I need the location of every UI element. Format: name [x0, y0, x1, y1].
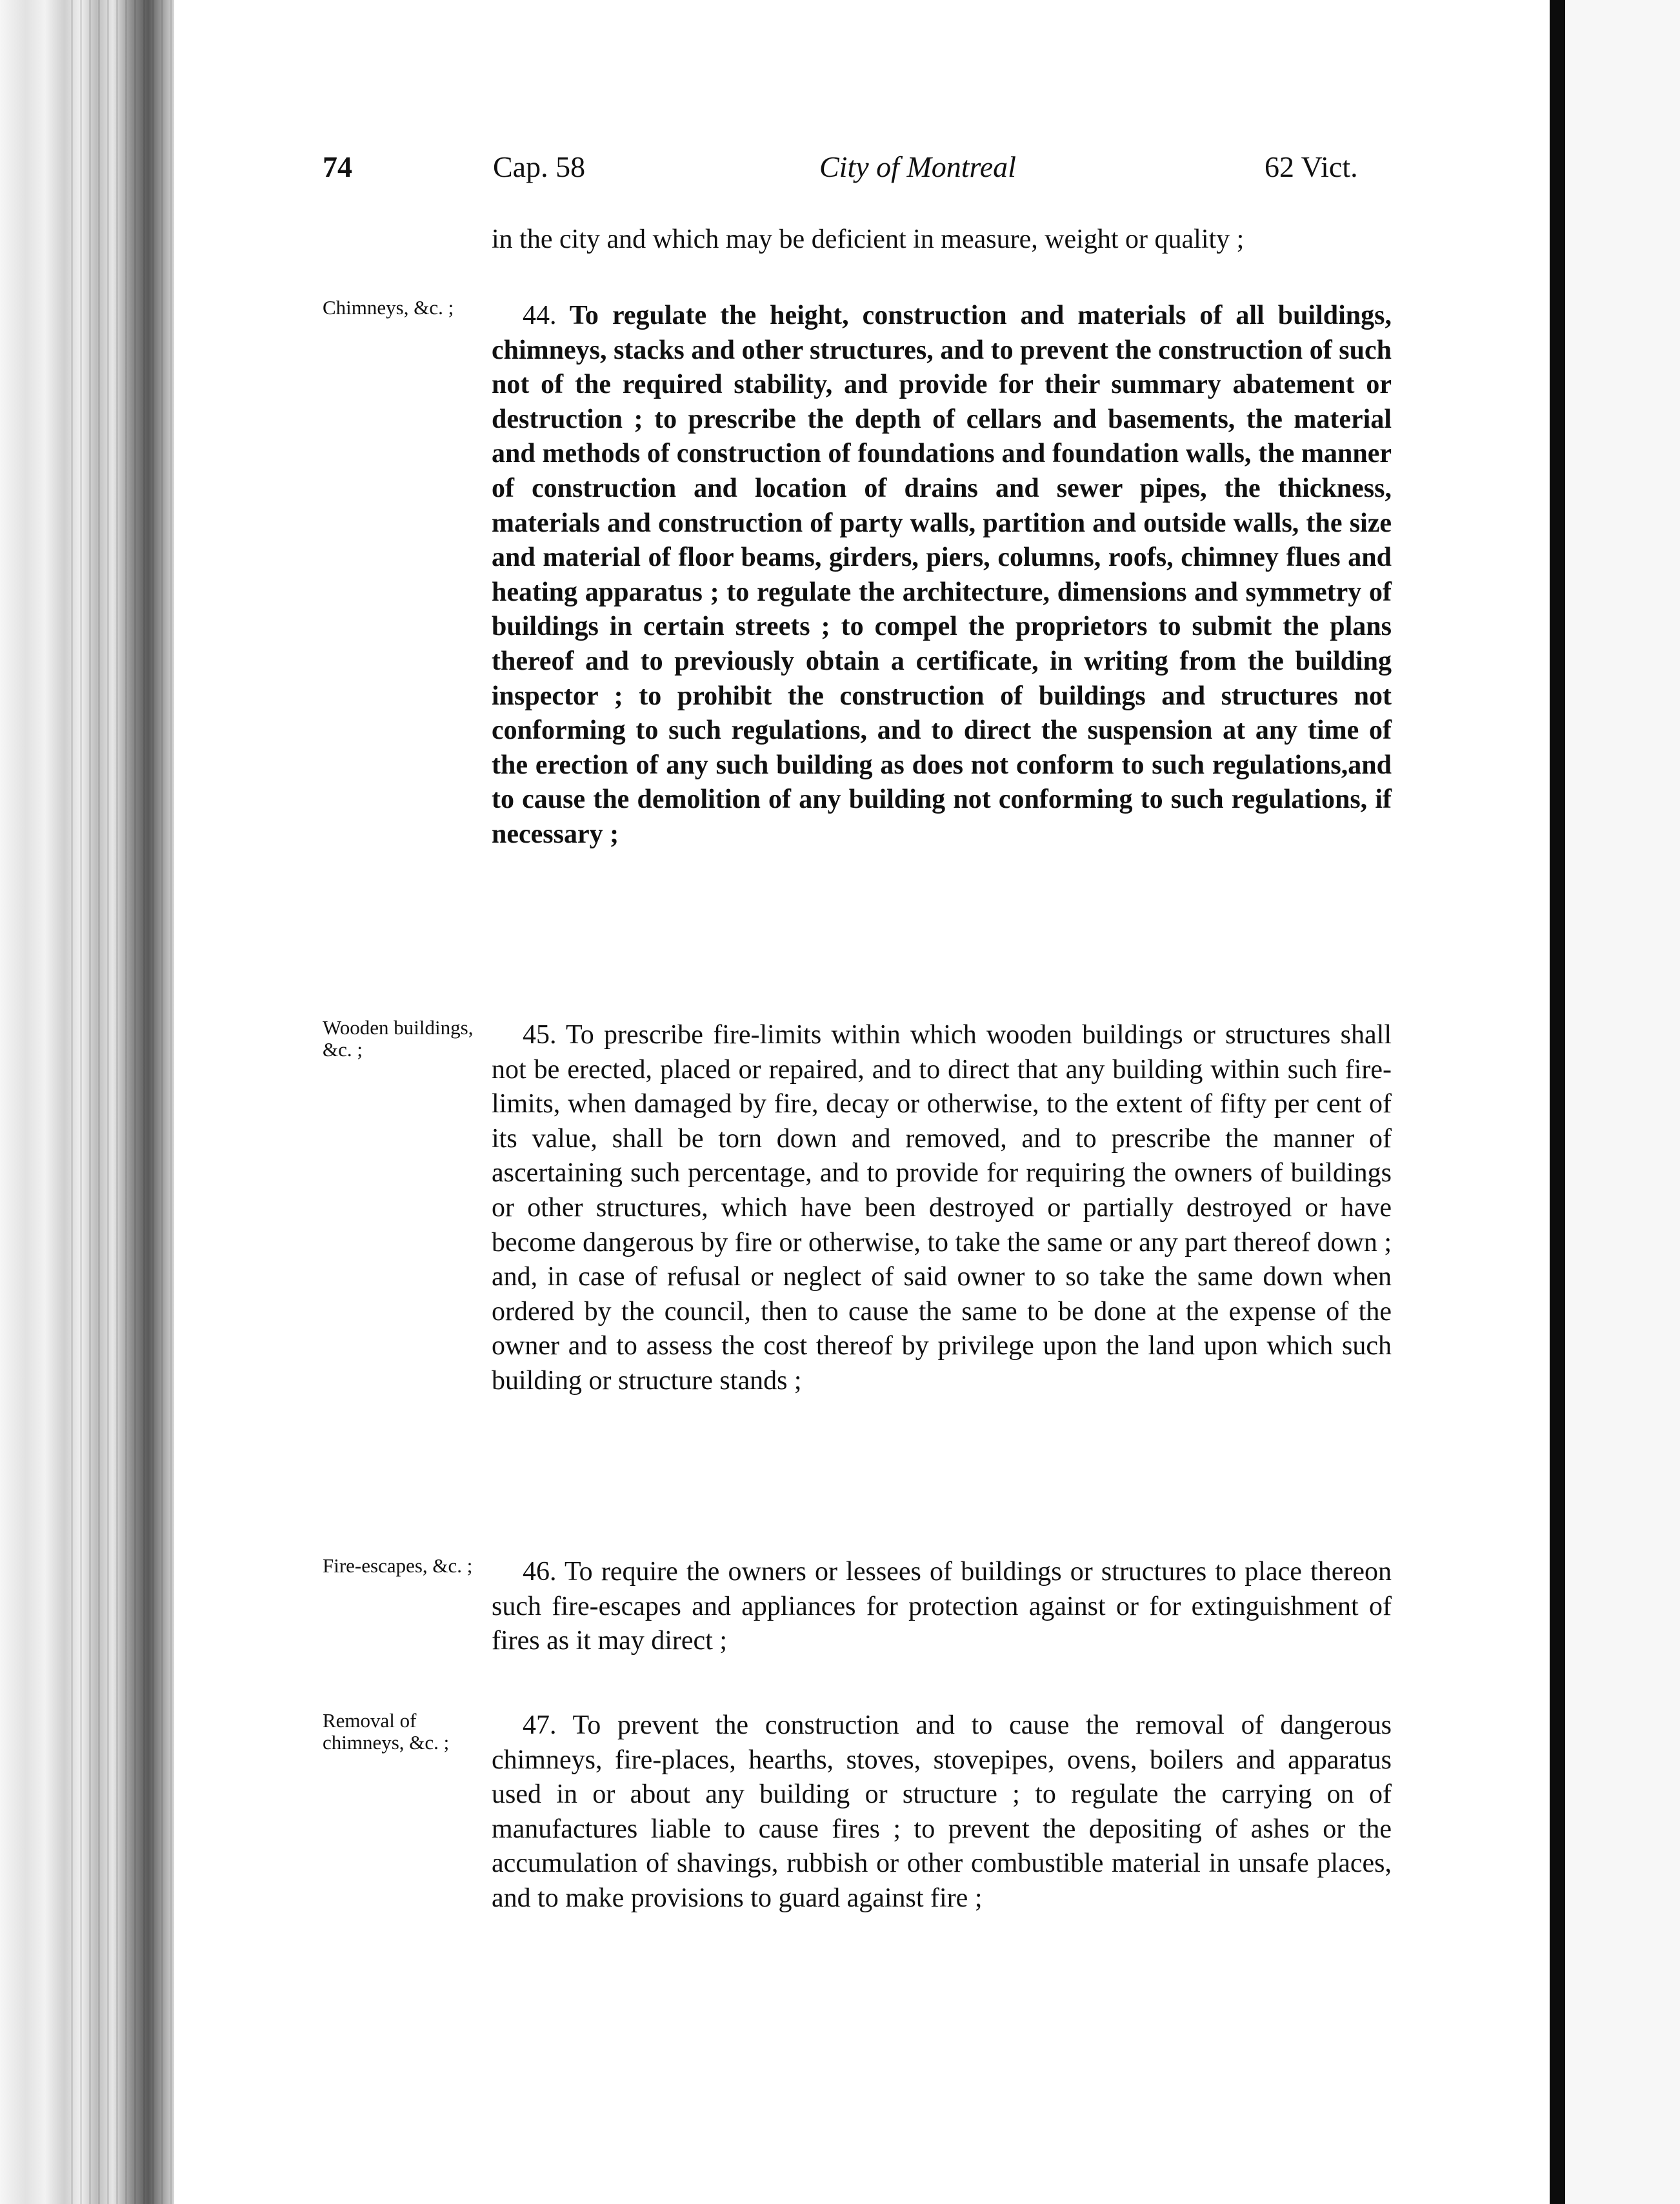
section-text: To require the owners or lessees of buildings or structures to place thereon such fire-escapes and appliances for protection against or for extinguishment of fires as it may direct ;: [492, 1557, 1392, 1656]
section-text: To regulate the height, construction and materials of all buildings, chimneys, stacks and other structures, and to prevent the construction of such not of the required stability, and provide for their summary abatement or destruction ; to prescribe the depth of cellars and basements, the material and methods of construction of foundations and foundation walls, the manner of construction and location of drains and sewer pipes, the thickness, materials and construction of party walls, partition and outside walls, the size and material of floor beams, girders, piers, columns, roofs, chimney flues and heating apparatus ; to regulate the architecture, dimensions and symmetry of buildings in certain streets ; to compel the proprietors to submit the plans thereof and to previously obtain a certificate, in writing from the building inspector ; to prohibit the construction of buildings and structures not conforming to such regulations, and to direct the suspension at any time of the erection of any such building as does not conform to such regulations,and to cause the demolition of any building not conforming to such regulations, if necessary ;: [492, 301, 1392, 849]
section-number: 45.: [523, 1020, 557, 1050]
margin-note-44: Chimneys, &c. ;: [323, 296, 454, 319]
section-number: 47.: [523, 1710, 557, 1740]
continuation-text: in the city and which may be deficient in measure, weight or quality ;: [492, 225, 1245, 254]
margin-note-45: Wooden buildings, &c. ;: [323, 1016, 474, 1061]
facing-page-margin: [1565, 0, 1680, 2204]
running-header: [323, 150, 1394, 195]
section-47: [492, 1708, 1392, 1916]
section-number: 46.: [523, 1557, 557, 1587]
page-number: 74: [323, 150, 352, 183]
page-edge-shadow: [1550, 0, 1565, 2204]
section-text: To prevent the construction and to cause the removal of dangerous chimneys, fire-places, hearths, stoves, stovepipes, ovens, boilers and apparatus used in or about any building or structure ; to regulate the carrying on of manufactures liable to cause fires ; to prevent the depositing of ashes or the accumulation of shavings, rubbish or other combustible material in unsafe places, and to make provisions to guard against fire ;: [492, 1710, 1392, 1913]
continuation-paragraph: [492, 223, 1392, 257]
margin-note-47: Removal of chimneys, &c. ;: [323, 1709, 450, 1754]
running-title: City of Montreal: [819, 150, 1016, 183]
chapter-label: Cap. 58: [493, 150, 586, 183]
page-stack-edges: [71, 0, 174, 2204]
section-number: 44.: [523, 301, 557, 330]
section-text: To prescribe fire-limits within which wooden buildings or structures shall not be erected, placed or repaired, and to direct that any building within such fire-limits, when damaged by fire, decay or otherwise, to the extent of fifty per cent of its value, shall be torn down and removed, and to prescribe the manner of ascertaining such percentage, and to provide for requiring the owners of buildings or other structures, which have been destroyed or partially destroyed or have become dangerous by fire or otherwise, to take the same or any part thereof down ; and, in case of refusal or neglect of said owner to so take the same down when ordered by the council, then to cause the same to be done at the expense of the owner and to assess the cost thereof by privilege upon the land upon which such building or structure stands ;: [492, 1020, 1392, 1396]
margin-note-46: Fire-escapes, &c. ;: [323, 1554, 473, 1577]
section-45: [492, 1018, 1392, 1399]
section-46: [492, 1555, 1392, 1659]
section-44: [492, 299, 1392, 852]
regnal-year: 62 Vict.: [1265, 150, 1358, 183]
